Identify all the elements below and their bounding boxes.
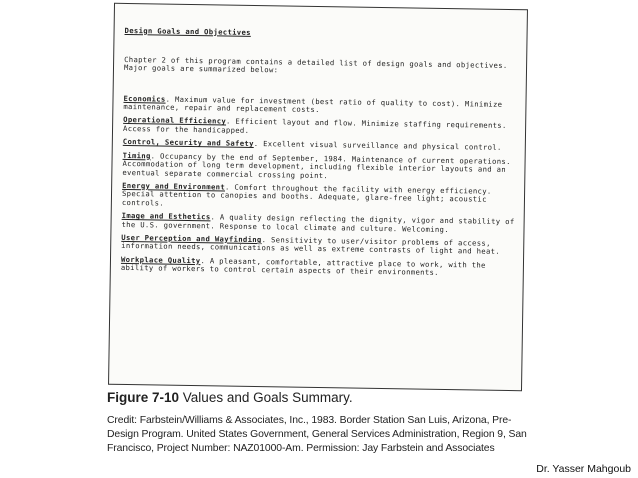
goal-label: Timing xyxy=(122,150,151,161)
goal-item xyxy=(122,182,524,214)
goal-text: . Comfort throughout the facility with energy efficiency. Special attention to canopies and booths. Adequate, glare-free light; acoustic controls. xyxy=(121,182,497,208)
scanned-document-image xyxy=(108,3,528,391)
scan-heading: Design Goals and Objectives xyxy=(124,25,251,37)
goal-item xyxy=(121,256,523,279)
figure-title-text: Values and Goals Summary. xyxy=(182,390,353,405)
scanned-text-block xyxy=(110,4,527,301)
scan-intro: Chapter 2 of this program contains a detailed list of design goals and objectives. Major goals are summarized below: xyxy=(123,54,513,75)
goal-label: Image and Esthetics xyxy=(121,211,211,222)
goal-label: Workplace Quality xyxy=(120,254,201,265)
goal-text: . Excellent visual surveillance and physical control. xyxy=(253,139,502,153)
goal-text: . A quality design reflecting the dignity, vigor and stability of the U.S. government. Response to local climate and culture. Welcoming. xyxy=(121,212,520,234)
goal-text: . Maximum value for investment (best ratio of quality to cost). Minimize maintenance, repair and replacement costs. xyxy=(123,94,508,115)
goal-item xyxy=(121,212,523,235)
figure-number: Figure 7-10 xyxy=(107,390,180,405)
goal-text: . Sensitivity to user/visitor problems of access, information needs, communications as well as extreme contrasts of light and heat. xyxy=(121,235,501,257)
goal-item xyxy=(123,95,525,118)
goal-text: . Occupancy by the end of September, 1984. Maintenance of current operations. Accommodation of long term development, including flexible interior layouts and an eventual separate commercial crossing point. xyxy=(122,151,516,180)
goal-item xyxy=(122,152,524,184)
figure-title xyxy=(107,390,527,406)
goal-item xyxy=(121,234,523,257)
figure-credit: Credit: Farbstein/Williams & Associates, Inc., 1983. Border Station San Luis, Arizona, Pre-Design Program. United States Government, General Services Administration, Region 9, San Francisco, Project Number: NAZ01000-Am. Permission: Jay Farbstein and Associates xyxy=(107,415,527,454)
figure-caption xyxy=(107,390,527,456)
author-name: Dr. Yasser Mahgoub xyxy=(536,463,631,475)
goal-text: . Efficient layout and flow. Minimize staffing requirements. Access for the handicapped. xyxy=(122,117,512,135)
goal-label: User Perception and Wayfinding xyxy=(121,232,262,245)
goal-label: Economics xyxy=(123,93,166,104)
goal-label: Control, Security and Safety xyxy=(122,137,254,149)
goal-label: Energy and Environment xyxy=(122,180,226,192)
goals-list xyxy=(121,95,526,279)
goal-item xyxy=(123,116,525,139)
goal-text: . A pleasant, comfortable, attractive place to work, with the ability of workers to control certain aspects of their environments. xyxy=(120,255,491,278)
goal-label: Operational Efficiency xyxy=(123,115,227,127)
